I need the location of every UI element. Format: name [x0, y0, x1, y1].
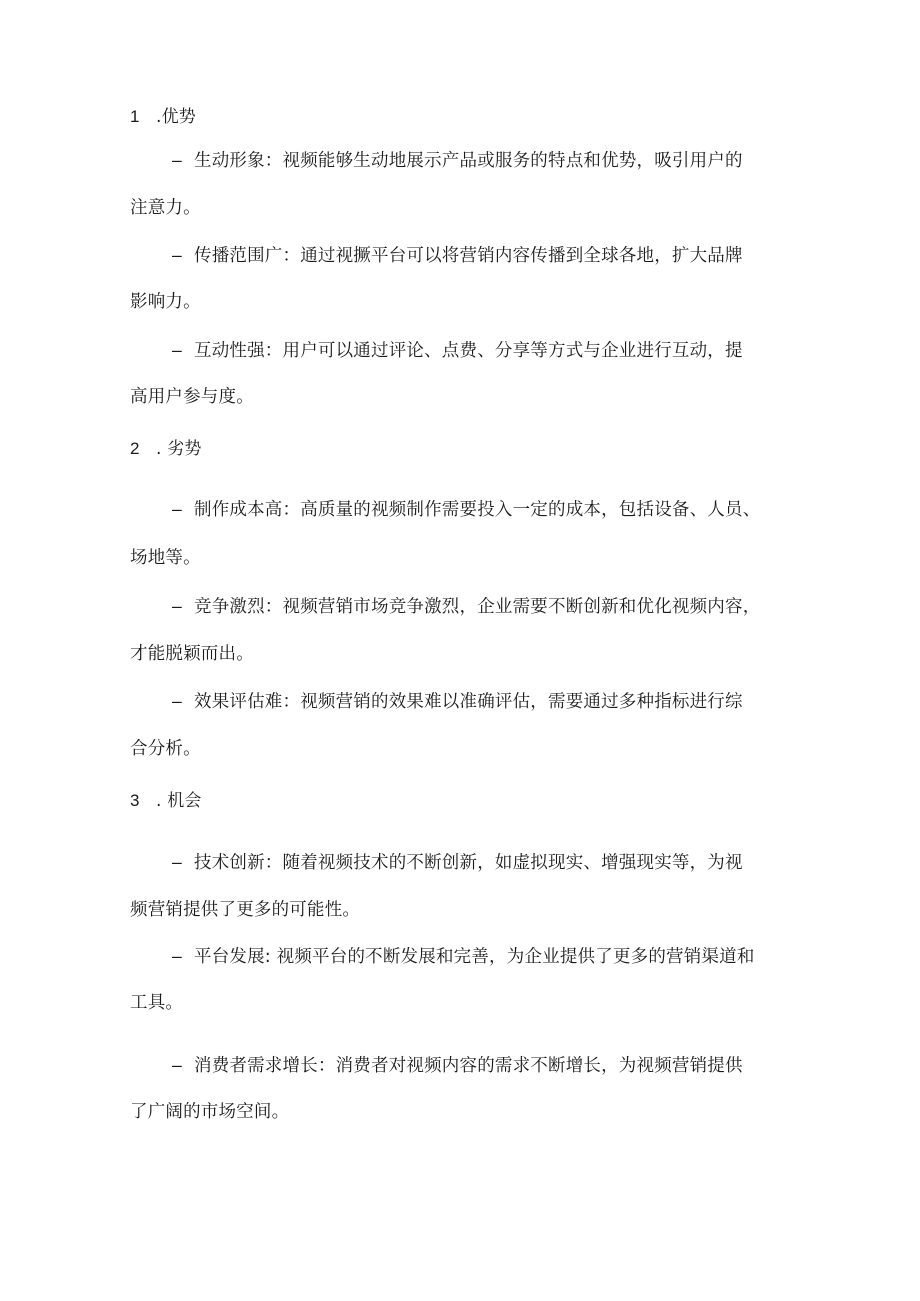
bullet-continuation: 合分析。	[130, 739, 201, 759]
section-title: .优势	[156, 107, 197, 127]
bullet-continuation: 高用户参与度。	[130, 387, 254, 407]
bullet-continuation: 频营销提供了更多的可能性。	[130, 900, 361, 920]
bullet-text: 生动形象：视频能够生动地展示产品或服务的特点和优势，吸引用户的	[194, 151, 743, 171]
bullet-item	[172, 594, 760, 619]
section-title: . 机会	[156, 791, 202, 811]
bullet-dash: –	[172, 596, 182, 616]
bullet-text: 传播范围广：通过视撅平台可以将营销内容传播到全球各地，扩大品牌	[194, 246, 743, 266]
bullet-continuation: 影响力。	[130, 292, 201, 312]
bullet-text: 制作成本高：高质量的视频制作需要投入一定的成本，包括设备、人员、	[194, 500, 761, 520]
bullet-text: 平台发展: 视频平台的不断发展和完善，为企业提供了更多的营销渠道和	[194, 947, 755, 967]
bullet-text: 效果评估难：视频营销的效果难以准确评估，需要通过多种指标进行综	[194, 692, 743, 712]
bullet-dash: –	[172, 946, 182, 966]
bullet-item	[172, 850, 743, 875]
bullet-dash: –	[172, 691, 182, 711]
bullet-text: 技术创新：随着视频技术的不断创新，如虚拟现实、增强现实等，为视	[194, 853, 743, 873]
bullet-text: 互动性强：用户可以通过评论、点费、分享等方式与企业进行互动，提	[194, 341, 743, 361]
bullet-text: 竞争激烈：视频营销市场竞争激烈，企业需要不断创新和优化视频内容，	[194, 597, 761, 617]
section-heading-2	[130, 437, 202, 461]
section-heading-1	[130, 105, 196, 129]
bullet-continuation: 注意力。	[130, 198, 201, 218]
bullet-continuation: 了广阔的市场空间。	[130, 1102, 290, 1122]
bullet-dash: –	[172, 1055, 182, 1075]
bullet-continuation: 场地等。	[130, 548, 201, 568]
bullet-dash: –	[172, 340, 182, 360]
bullet-item	[172, 689, 743, 714]
bullet-item	[172, 148, 743, 173]
bullet-continuation: 工具。	[130, 993, 184, 1013]
bullet-item	[172, 338, 743, 363]
bullet-dash: –	[172, 852, 182, 872]
bullet-item	[172, 497, 760, 522]
section-number: 2	[130, 439, 140, 458]
bullet-item	[172, 1053, 743, 1078]
bullet-dash: –	[172, 499, 182, 519]
bullet-text: 消费者需求增长：消费者对视频内容的需求不断增长，为视频营销提供	[194, 1056, 743, 1076]
section-title: . 劣势	[156, 439, 202, 459]
bullet-dash: –	[172, 150, 182, 170]
bullet-item	[172, 944, 755, 969]
section-heading-3	[130, 789, 202, 813]
bullet-dash: –	[172, 245, 182, 265]
section-number: 3	[130, 791, 140, 810]
bullet-continuation: 才能脱颖而出。	[130, 644, 254, 664]
section-number: 1	[130, 107, 140, 126]
bullet-item	[172, 243, 743, 268]
